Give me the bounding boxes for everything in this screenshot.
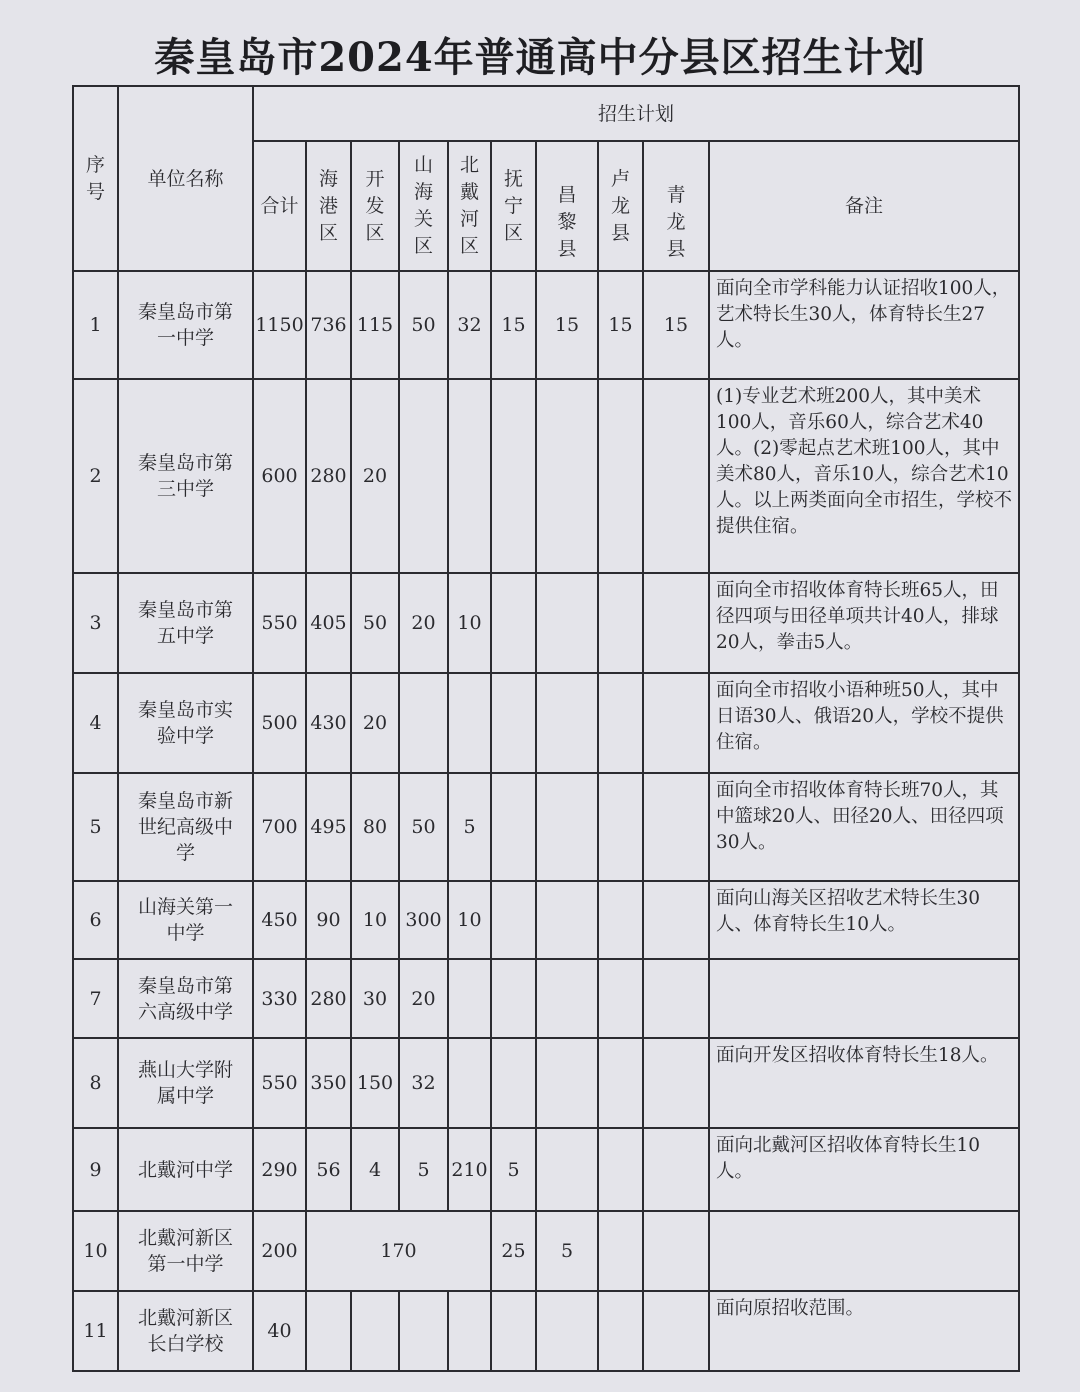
district-cell (598, 673, 643, 773)
header-remark: 备注 (709, 141, 1019, 271)
district-cell: 50 (399, 773, 448, 881)
district-cell: 430 (306, 673, 351, 773)
district-cell (643, 1291, 709, 1371)
unit-name: 山海关第一中学 (118, 881, 253, 959)
district-cell (643, 1211, 709, 1291)
total-cell: 1150 (253, 271, 306, 379)
district-cell: 5 (399, 1128, 448, 1211)
district-cell: 50 (351, 573, 399, 673)
row-index: 8 (73, 1038, 118, 1128)
unit-name: 北戴河中学 (118, 1128, 253, 1211)
header-index: 序号 (73, 86, 118, 271)
district-cell (491, 1038, 536, 1128)
district-cell: 32 (448, 271, 491, 379)
row-index: 7 (73, 959, 118, 1038)
row-index: 4 (73, 673, 118, 773)
total-cell: 700 (253, 773, 306, 881)
table-row (73, 271, 1019, 379)
district-cell: 10 (351, 881, 399, 959)
district-cell: 15 (598, 271, 643, 379)
district-cell: 280 (306, 379, 351, 573)
table-row (73, 573, 1019, 673)
enrollment-plan-table (72, 85, 1020, 1372)
unit-name: 秦皇岛市新世纪高级中学 (118, 773, 253, 881)
district-cell: 30 (351, 959, 399, 1038)
total-cell: 290 (253, 1128, 306, 1211)
row-index: 10 (73, 1211, 118, 1291)
total-cell: 450 (253, 881, 306, 959)
unit-name: 北戴河新区长白学校 (118, 1291, 253, 1371)
remark-cell: (1)专业艺术班200人，其中美术100人，音乐60人，综合艺术40人。(2)零起点艺术班100人，其中美术80人，音乐10人，综合艺术10人。以上两类面向全市招生，学校不提供住宿。 (709, 379, 1019, 573)
district-cell (448, 1038, 491, 1128)
document-title: 秦皇岛市2024年普通高中分县区招生计划 (154, 34, 926, 81)
district-cell (448, 1291, 491, 1371)
district-cell: 150 (351, 1038, 399, 1128)
header-district: 开发区 (351, 141, 399, 271)
district-cell (399, 673, 448, 773)
district-cell (643, 1128, 709, 1211)
district-cell: 25 (491, 1211, 536, 1291)
remark-cell: 面向北戴河区招收体育特长生10人。 (709, 1128, 1019, 1211)
remark-cell: 面向开发区招收体育特长生18人。 (709, 1038, 1019, 1128)
header-district: 青龙县 (643, 141, 709, 271)
district-cell (536, 773, 598, 881)
row-index: 11 (73, 1291, 118, 1371)
district-cell: 736 (306, 271, 351, 379)
unit-name: 燕山大学附属中学 (118, 1038, 253, 1128)
unit-name: 秦皇岛市第六高级中学 (118, 959, 253, 1038)
district-cell (536, 1291, 598, 1371)
district-cell: 50 (399, 271, 448, 379)
district-cell (491, 1291, 536, 1371)
district-cell: 10 (448, 573, 491, 673)
row-index: 9 (73, 1128, 118, 1211)
district-cell (536, 379, 598, 573)
district-cell (643, 1038, 709, 1128)
district-cell (643, 673, 709, 773)
district-cell: 10 (448, 881, 491, 959)
table-row (73, 773, 1019, 881)
table-row (73, 1038, 1019, 1128)
district-cell (448, 379, 491, 573)
remark-cell: 面向全市招收体育特长班70人，其中篮球20人、田径20人、田径四项30人。 (709, 773, 1019, 881)
district-cell (306, 1291, 351, 1371)
district-cell: 495 (306, 773, 351, 881)
district-cell (598, 1038, 643, 1128)
district-cell (399, 1291, 448, 1371)
header-unit: 单位名称 (118, 86, 253, 271)
unit-name: 秦皇岛市第一中学 (118, 271, 253, 379)
row-index: 3 (73, 573, 118, 673)
district-cell (598, 379, 643, 573)
district-cell: 20 (399, 573, 448, 673)
table-row (73, 1128, 1019, 1211)
district-cell (598, 959, 643, 1038)
district-cell: 280 (306, 959, 351, 1038)
district-cell: 20 (351, 379, 399, 573)
row-index: 2 (73, 379, 118, 573)
district-cell (598, 1128, 643, 1211)
header-total: 合计 (253, 141, 306, 271)
district-cell (598, 1211, 643, 1291)
table-row (73, 1291, 1019, 1371)
district-cell: 115 (351, 271, 399, 379)
district-cell (491, 959, 536, 1038)
unit-name: 秦皇岛市实验中学 (118, 673, 253, 773)
district-cell (536, 1038, 598, 1128)
header-district: 昌黎县 (536, 141, 598, 271)
district-cell: 5 (536, 1211, 598, 1291)
total-cell: 550 (253, 1038, 306, 1128)
table-row (73, 379, 1019, 573)
header-row-1 (73, 86, 1019, 141)
district-cell (448, 673, 491, 773)
district-cell (643, 379, 709, 573)
unit-name: 秦皇岛市第三中学 (118, 379, 253, 573)
remark-cell (709, 959, 1019, 1038)
district-cell (491, 881, 536, 959)
district-cell (598, 881, 643, 959)
district-cell: 80 (351, 773, 399, 881)
district-cell: 300 (399, 881, 448, 959)
row-index: 5 (73, 773, 118, 881)
header-district: 山海关区 (399, 141, 448, 271)
district-cell: 405 (306, 573, 351, 673)
district-cell (491, 673, 536, 773)
total-cell: 600 (253, 379, 306, 573)
row-index: 1 (73, 271, 118, 379)
district-cell: 350 (306, 1038, 351, 1128)
district-cell: 15 (643, 271, 709, 379)
district-cell (643, 959, 709, 1038)
remark-cell (709, 1211, 1019, 1291)
row-index: 6 (73, 881, 118, 959)
district-cell: 56 (306, 1128, 351, 1211)
district-cell: 210 (448, 1128, 491, 1211)
unit-name: 北戴河新区第一中学 (118, 1211, 253, 1291)
district-cell: 20 (351, 673, 399, 773)
header-district: 抚宁区 (491, 141, 536, 271)
district-cell: 90 (306, 881, 351, 959)
district-cell (598, 573, 643, 673)
district-cell (536, 1128, 598, 1211)
district-cell: 5 (448, 773, 491, 881)
district-cell (643, 573, 709, 673)
district-cell: 20 (399, 959, 448, 1038)
total-cell: 40 (253, 1291, 306, 1371)
district-cell (491, 573, 536, 673)
district-cell (643, 773, 709, 881)
table-row (73, 881, 1019, 959)
total-cell: 200 (253, 1211, 306, 1291)
district-cell: 15 (491, 271, 536, 379)
header-district: 卢龙县 (598, 141, 643, 271)
remark-cell: 面向全市招收小语种班50人，其中日语30人、俄语20人，学校不提供住宿。 (709, 673, 1019, 773)
header-district: 海港区 (306, 141, 351, 271)
total-cell: 550 (253, 573, 306, 673)
remark-cell: 面向山海关区招收艺术特长生30人、体育特长生10人。 (709, 881, 1019, 959)
district-cell: 5 (491, 1128, 536, 1211)
unit-name: 秦皇岛市第五中学 (118, 573, 253, 673)
district-cell: 15 (536, 271, 598, 379)
district-cell (536, 959, 598, 1038)
district-cell (491, 379, 536, 573)
district-cell (643, 881, 709, 959)
table-row (73, 1211, 1019, 1291)
table-row (73, 673, 1019, 773)
district-cell: 32 (399, 1038, 448, 1128)
district-cell (536, 881, 598, 959)
district-cell (351, 1291, 399, 1371)
remark-cell: 面向全市招收体育特长班65人，田径四项与田径单项共计40人，排球20人，拳击5人。 (709, 573, 1019, 673)
total-cell: 500 (253, 673, 306, 773)
remark-cell: 面向原招收范围。 (709, 1291, 1019, 1371)
district-cell (491, 773, 536, 881)
header-plan: 招生计划 (253, 86, 1019, 141)
total-cell: 330 (253, 959, 306, 1038)
table-row (73, 959, 1019, 1038)
district-cell (536, 673, 598, 773)
merged-district-cell: 170 (306, 1211, 491, 1291)
district-cell (598, 1291, 643, 1371)
district-cell (399, 379, 448, 573)
district-cell (598, 773, 643, 881)
remark-cell: 面向全市学科能力认证招收100人，艺术特长生30人，体育特长生27人。 (709, 271, 1019, 379)
district-cell (448, 959, 491, 1038)
header-district: 北戴河区 (448, 141, 491, 271)
district-cell (536, 573, 598, 673)
district-cell: 4 (351, 1128, 399, 1211)
